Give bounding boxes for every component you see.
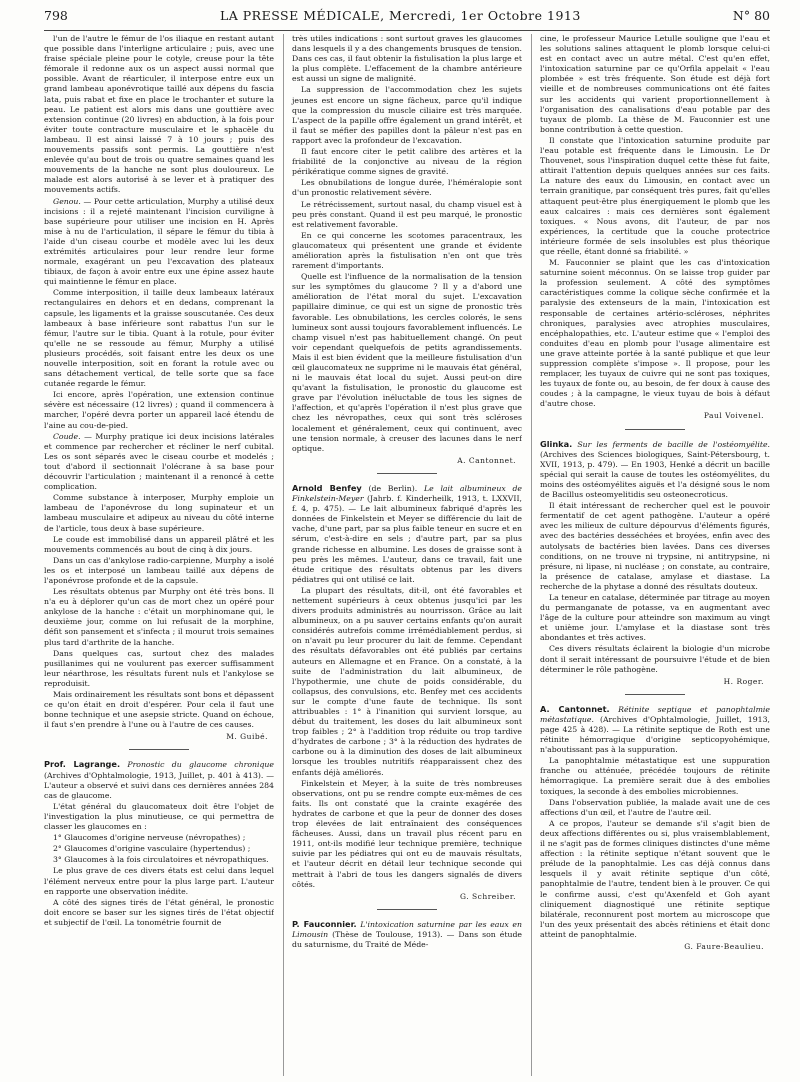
author-signature: G. Schreiber. [460,891,516,901]
paragraph: La teneur en catalase, déterminée par titrage au moyen du permanganate de potasse, va en augmentant avec l'âge de la culture pour atteindre son maximum au vingt et unième jour. L'amylase et la diastase sont très abondantes et très actives. [540,592,770,643]
section-label: Genou. [53,196,81,206]
paragraph: Ici encore, après l'opération, une extension continue sévère est nécessaire (12 livres) ; quand il commencera à marcher, l'opéré devra porter un appareil lacé étendu de l'aine au cou-de-pied. [44,390,274,430]
column-left [44,34,274,1076]
journal-title: LA PRESSE MÉDICALE, Mercredi, 1er Octobre 1913 [219,8,581,23]
paragraph: Le coude est immobilisé dans un appareil plâtré et les mouvements commencés au bout de cinq à dix jours. [44,534,274,554]
paragraph: Dans l'observation publiée, la malade avait une de ces affections d'un œil, et l'autre de l'autre œil. [540,797,770,817]
paragraph: Ces divers résultats éclairent la biologie d'un microbe dont il serait intéressant de poursuivre l'étude et de bien déterminer le rôle pathogène. [540,644,770,674]
article-author-place: (de Berlin). [368,483,418,493]
author-signature: Paul Voivenel. [703,411,764,421]
paragraph: A ce propos, l'auteur se demande s'il s'agit bien de deux affections différentes ou si, plus vraisemblablement, il ne s'agit pas de formes cliniques distinctes d'une même affection : la rétinite septique n'étant souvent que le prélude de la panophtalmie. Les cas déjà connus dans lesquels il y avait rétinite septique d'un côté, panophtalmie de l'autre, tendent bien à le prouver. Ce qui le confirme aussi, c'est qu'Axenfeld et Goh ayant cliniquement diagnostiqué une rétinite septique bilatérale, reconnurent post mortem au microscope que l'un des yeux présentait des abcès rétiniens et était donc atteint de panophtalmie. [540,818,770,939]
section-label: Coude. [53,431,81,441]
paragraph: M. Fauconnier se plaint que les cas d'intoxication saturnine soient méconnus. On se laisse trop guider par la profession seulement. A côté des symptômes caractéristiques comme la colique sèche confirmée et la paralysie des extenseurs de la main, l'intoxication est responsable de certaines artério-scléroses, néphrites chroniques, paralysies avec atrophies musculaires, encéphalopathies, etc. L'auteur estime que « l'emploi des conduites d'eau en plomb pour l'usage alimentaire est une grave atteinte portée à la santé publique et que leur suppression complète s'impose ». Il propose, pour les remplacer, les tuyaux de cuivre qui ne sont pas toxiques, les tuyaux de fonte ou, au besoin, de fer doux à cause des coudes ; à la campagne, le vieux tuyau de bois à défaut d'autre chose. [540,258,770,409]
paragraph: Quelle est l'influence de la normalisation de la tension sur les symptômes du glaucome ? Il y a d'abord une amélioration de l'état moral du sujet. L'excavation papillaire diminue, ce qui est un signe de pronostic très favorable. Les obnubilations, les cercles colorés, le sens lumineux sont aussi toujours favorablement influencés. Le champ visuel n'est pas habituellement changé. On peut voir cependant quelquefois de petits agrandissements. Mais il est bien évident que la meilleure fistulisation d'un œil glaucomateux ne supprime ni le mauvais état général, ni le mauvais état local du sujet. Aussi peut-on dire qu'avant la fistulisation, le pronostic du glaucome est grave par l'évolution inéluctable de tous les signes de l'affection, et qu'après l'opération il n'est plus grave que chez les névropathes, ceux qui sont très scléroses localement et généralement, ceux qui continuent, avec une tension normale, à creuser des lacunes dans le nerf optique. [292,272,522,453]
paragraph: très utiles indications : sont surtout graves les glaucomes dans lesquels il y a des changements brusques de tension. Dans ces cas, il faut obtenir la fistulisation la plus large et la plus complète. L'effacement de la chambre antérieure est aussi un signe de malignité. [292,34,522,84]
paragraph: La panophtalmie métastatique est une suppuration franche ou atténuée, précédée toujours de rétinite hémorragique. La première serait due à des embolies toxiques, la seconde à des embolies microbiennes. [540,756,770,796]
paragraph: Les résultats obtenus par Murphy ont été très bons. Il n'a eu à déplorer qu'un cas de mort chez un opéré pour ankylose de la hanche : c'était un morphinomane qui, le deuxième jour, comme on lui refusait de la morphine, défit son pansement et s'infecta ; il mourut trois semaines plus tard d'arthrite de la hanche. [44,587,274,647]
paragraph: Dans un cas d'ankylose radio-carpienne, Murphy a isolé les os et interposé un lambeau taillé aux dépens de l'aponévrose profonde et de la capsule. [44,555,274,585]
article-title: Pronostic du glaucome chronique [127,760,274,770]
paragraph: Les obnubilations de longue durée, l'héméralopie sont d'un pronostic relativement sévère. [292,178,522,198]
paragraph: Il faut encore citer le petit calibre des artères et la friabilité de la conjonctive au niveau de la région périkératique comme signes de gravité. [292,147,522,177]
paragraph: Il était intéressant de rechercher quel est le pouvoir fermentatif de cet agent pathogène. L'auteur a opéré avec les milieux de culture dépourvus d'éléments figurés, avec des bactéries desséchées et broyées, enfin avec des autolysats de bactéries bien lavées. Dans ces diverses conditions, on ne trouve ni trypsine, ni antitrypsine, ni présure, ni lipase, ni nucléase ; on constate, au contraire, la présence de catalase, amylase et diastase. La recherche de la phytase a donné des résultats douteux. [540,501,770,591]
article-author: A. Cantonnet. [540,703,610,714]
article-heading [540,704,770,755]
list-item: 2° Glaucomes d'origine vasculaire (hypertendus) ; [53,844,251,854]
paragraph: cine, le professeur Maurice Letulle souligne que l'eau et les solutions salines attaquent le plomb lorsque celui-ci est en contact avec un autre métal. C'est qu'en effet, l'intoxication saturnine par ce qu'Orfila appelait « l'eau plombée » est très fréquente. Son étude est déjà fort vieille et de nombreuses communications ont été faites sur les accidents qui varient proportionnellement à l'organisation des canalisations d'eau potable par des tuyaux de plomb. La thèse de M. Fauconnier est une bonne contribution à cette question. [540,34,770,134]
section-divider [625,429,685,430]
article-source: (Archives d'Ophtalmologie, 1913, Juillet, p. 401 à 413). — L'auteur a observé et suivi dans ces dernières années 284 cas de glaucome. [44,770,274,800]
paragraph: A côté des signes tirés de l'état général, le pronostic doit encore se baser sur les signes tirés de l'état objectif et subjectif de l'œil. La tonométrie fournit de [44,897,274,927]
article-columns [44,34,770,1076]
paragraph [44,432,274,493]
article-heading [44,759,274,800]
article-source: (Archives d'Ophtalmologie, Juillet, 1913, page 425 à 428). — La rétinite septique de Roth est une rétinite hémorragique d'origine septicopyohémique, n'aboutissant pas à la suppuration. [540,714,770,755]
article-title: Sur les ferments de bacille de l'ostéomyélite. [577,439,770,449]
list-item: 3° Glaucomes à la fois circulatoires et névropathiques. [53,855,269,865]
article-heading [292,483,522,585]
list-item: 1° Glaucomes d'origine nerveuse (névropathes) ; [53,833,246,843]
author-signature: A. Cantonnet. [457,455,516,465]
article-source: (Thèse de Toulouse, 1913). — Dans son étude du saturnisme, du Traité de Méde- [292,929,522,949]
paragraph-text: — Pour cette articulation, Murphy a utilisé deux incisions : il a rejeté maintenant l'incision curviligne à base supérieure pour utiliser une incision en H. Après mise à nu de l'articulation, il sépare le fémur du tibia à l'aide d'un ciseau courbe et modèle avec lui les deux extrémités articulaires pour leur rendre leur forme normale, exagérant un peu l'excavation des plateaux tibiaux, de façon à avoir entre eux une épine assez haute qui maintienne le fémur en place. [44,196,274,287]
article-author: Glinka. [540,438,573,449]
article-source: (Jahrb. f. Kinderheilk, 1913, t. LXXVII, f. 4, p. 475). — Le lait albumineux fabriqué d'après les données de Finkelstein et Meyer se différencie du lait de vache, d'une part, par sa plus faible teneur en sucre et en sérum, c'est-à-dire en sels ; d'autre part, par sa plus grande richesse en albumine. Les doses de graisse sont à peu près les mêmes. L'auteur, dans ce travail, fait une étude critique des résultats obtenus par les divers pédiatres qui ont utilisé ce lait. [292,494,522,584]
paragraph: Mais ordinairement les résultats sont bons et dépassent ce qu'on était en droit d'espérer. Pour cela il faut une bonne technique et une asepsie stricte. Quand on échoue, il faut s'en prendre à l'une ou à l'autre de ces causes. [44,690,274,730]
article-source: (Archives des Sciences biologiques, Saint-Pétersbourg, t. XVII, 1913, p. 479). — En 1903, Henké a décrit un bacille spécial qui serait la cause de toutes les ostéomyélites, du moins des ostéomyélites aiguës et l'a désigné sous le nom de Bacillus osteomyelitidis seu osteonecroticus. [540,449,770,500]
paragraph: Dans quelques cas, surtout chez des malades pusillanimes qui ne voulurent pas exercer suffisamment leur néarthrose, les résultats furent nuls et l'ankylose se reproduisit. [44,648,274,688]
paragraph-text: — Murphy pratique ici deux incisions latérales et commence par rechercher et récliner le nerf cubital. Les os sont séparés avec le ciseau courbe et modelés ; tout d'abord il sectionnait l'olécrane à sa base pour découvrir l'articulation ; maintenant il a renoncé à cette complication. [44,431,274,492]
section-divider [625,694,685,695]
paragraph: En ce qui concerne les scotomes paracentraux, les glaucomateux qui présentent une grande et évidente amélioration après la fistulisation n'en ont que très rarement d'importants. [292,230,522,271]
article-title: L'intoxication saturnine par les eaux en Limousin [292,919,522,939]
column-right [531,34,770,1076]
author-signature: M. Guibé. [226,732,268,742]
article-author: Arnold Benfey [292,482,362,493]
paragraph: Il constate que l'intoxication saturnine produite par l'eau potable est fréquente dans le Limousin. Le Dr Thouvenet, sous l'inspiration duquel cette thèse fut faite, attirait l'attention depuis quelques années sur ces faits. La nature des eaux du Limousin, en contact avec un terrain granitique, par conséquent très pures, fait qu'elles attaquent peut-être plus énergiquement le plomb que les eaux calcaires : mais ces dernières sont également toxiques. « Nous avons, dit l'auteur, de par nos expériences, la certitude que la couche protectrice intérieure formée de sels insolubles est plus théorique que réelle, étant donné sa friabilité. » [540,135,770,256]
paragraph: Le plus grave de ces divers états est celui dans lequel l'élément nerveux entre pour la plus large part. L'auteur en rapporte une observation inédite. [44,866,274,896]
page-header [44,8,770,31]
paragraph: Comme substance à interposer, Murphy emploie un lambeau de l'aponévrose du long supinateur et un lambeau musculaire et adipeux au niveau du côté interne de l'article, tous deux à base supérieure. [44,493,274,533]
section-divider [377,909,437,910]
issue-number: N° 80 [732,8,770,23]
article-author: P. Fauconnier. [292,918,357,929]
page-number: 798 [44,8,68,23]
paragraph: La suppression de l'accommodation chez les sujets jeunes est encore un signe fâcheux, parce qu'il indique que la compression du muscle ciliaire est très marquée. L'aspect de la papille offre également un grand intérêt, et il faut se méfier des papilles dont la pâleur n'est pas en rapport avec la profondeur de l'excavation. [292,85,522,145]
article-author: Prof. Lagrange. [44,759,121,770]
article-heading [292,919,522,950]
article-title: Le lait albumineux de Finkelstein-Meyer [292,483,522,504]
author-signature: G. Faure-Beaulieu. [684,941,764,951]
paragraph: La plupart des résultats, dit-il, ont été favorables et nettement supérieurs à ceux obtenus jusqu'ici par les divers produits administrés au nourrisson. Grâce au lait albumineux, on a pu sauver certains enfants qu'on aurait considérés autrefois comme irrémédiablement perdus, si on n'avait pu leur procurer du lait de femme. Cependant des résultats défavorables ont été publiés par certains auteurs en Allemagne et en France. On a constaté, à la suite de l'administration du lait albumineux, de l'hypothermie, une chute de poids considérable, du collapsus, des convulsions, etc. Benfey met ces accidents sur le compte d'une faute de technique. Ils sont attribuables : 1° à l'inanition qui survient lorsque, au début du traitement, les doses du lait albumineux sont trop faibles ; 2° à l'addition trop réduite ou trop tardive d'hydrates de carbone ; 3° à la réduction des hydrates de carbone ou à la diminution des doses de lait albumineux lorsque les troubles nutritifs réapparaissent chez des enfants déjà améliorés. [292,585,522,777]
article-title: Rétinite septique et panophtalmie métastatique. [540,704,770,724]
paragraph [44,197,274,288]
section-divider [377,473,437,474]
paragraph: Finkelstein et Meyer, à la suite de très nombreuses observations, ont pu se rendre compte eux-mêmes de ces faits. Ils ont constaté que la crainte exagérée des hydrates de carbone et que la peur de donner des doses trop élevées de lait entraînaient des conséquences fâcheuses. Aussi, dans un travail plus récent paru en 1911, ont-ils modifié leur technique première, technique suivie par les pédiatres qui ont eu de mauvais résultats, et l'auteur décrit en détail leur technique seconde qui mettrait à l'abri de tous les dangers signalés de divers côtés. [292,778,522,889]
paragraph: L'état général du glaucomateux doit être l'objet de l'investigation la plus minutieuse, ce qui permettra de classer les glaucomes en : [44,801,274,832]
paragraph: Comme interposition, il taille deux lambeaux latéraux rectangulaires en dehors et en dedans, comprenant la capsule, les ligaments et la graisse souscutanée. Ces deux lambeaux à base inférieure sont rabattus l'un sur le fémur, l'autre sur le tibia. Quant à la rotule, pour éviter qu'elle ne se ressoude au fémur, Murphy a utilisé plusieurs procédés, soit faisant entre les deux os une nouvelle interposition, soit en forant la rotule avec ou sans détachement vertical, de telle sorte que sa face cutanée regarde le fémur. [44,288,274,389]
column-middle [283,34,522,1076]
section-divider [129,749,189,750]
paragraph: l'un de l'autre le fémur de l'os iliaque en restant autant que possible dans l'interligne articulaire ; puis, avec une fraise spéciale pleine pour le cotyle, creuse pour la tête fémorale il redonne aux os un aspect aussi normal que possible. Avant de réarticuler, il interpose entre eux un grand lambeau aponévrotique taillé aux dépens du fascia lata, puis rabat et fixe en place le trochanter et suture la peau. Le patient est alors mis dans une gouttière avec extension continue (20 livres) en abduction, à la fois pour éviter toute contracture musculaire et le sphacèle du lambeau. Il est ainsi laissé 7 à 10 jours ; puis des mouvements passifs sont permis. La gouttière n'est enlevée qu'au bout de trois ou quatre semaines quand les mouvements de la hanche ne sont plus douloureux. Le malade est alors autorisé à se lever et à pratiquer des mouvements actifs. [44,34,274,195]
paragraph: Le rétrécissement, surtout nasal, du champ visuel est à peu près constant. Quand il est peu marqué, le pronostic est relativement favorable. [292,199,522,229]
author-signature: H. Roger. [723,676,764,686]
article-heading [540,439,770,501]
